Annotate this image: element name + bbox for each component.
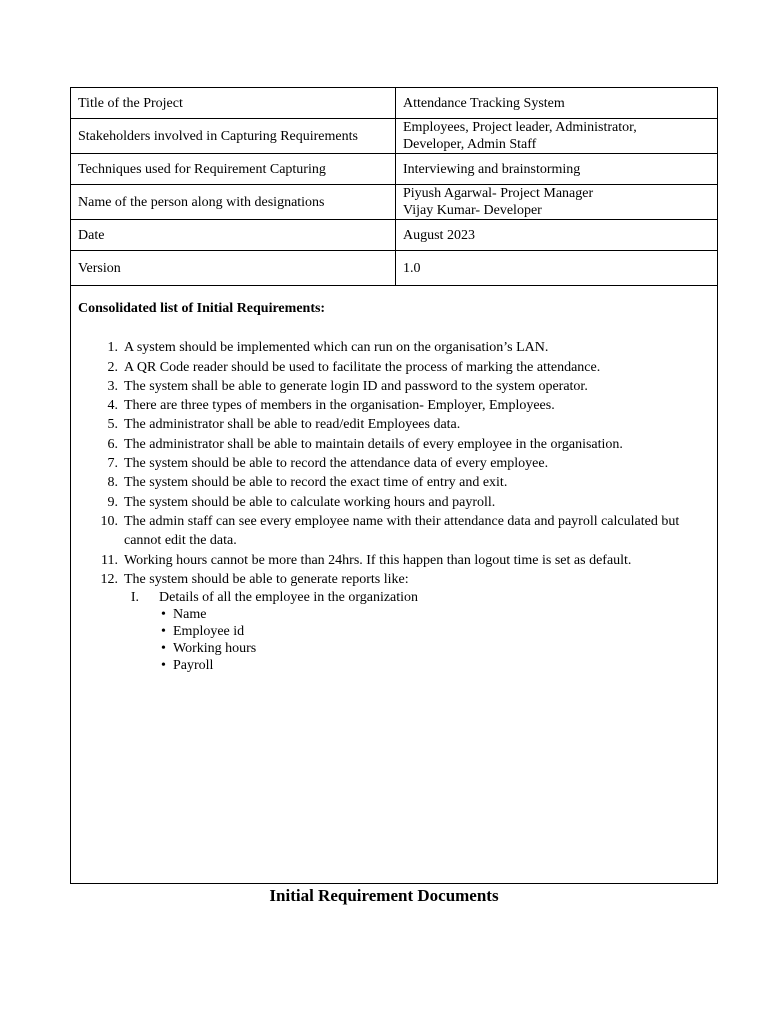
bullet-item — [161, 623, 710, 640]
bullet-icon: • — [161, 624, 166, 640]
list-number: 3. — [107, 378, 118, 394]
list-number: 2. — [107, 359, 118, 375]
table-row-date — [71, 220, 717, 251]
table-value: August 2023 — [396, 220, 718, 251]
list-item — [78, 415, 710, 434]
table-row-stakeholders — [71, 119, 717, 154]
document-caption: Initial Requirement Documents — [269, 886, 499, 905]
bullet-text: Name — [173, 607, 207, 623]
list-number: 5. — [107, 417, 118, 433]
list-text: The administrator shall be able to maintain details of every employee in the organisation. — [124, 436, 623, 452]
list-item — [78, 454, 710, 473]
list-number: 12. — [100, 571, 118, 587]
table-value: 1.0 — [396, 251, 718, 286]
table-row-version — [71, 251, 717, 286]
list-text: The administrator shall be able to read/edit Employees data. — [124, 417, 461, 433]
list-number: 1. — [107, 340, 118, 356]
sub-list-number: I. — [130, 590, 139, 606]
bullet-icon: • — [161, 658, 166, 674]
list-text: A QR Code reader should be used to facilitate the process of marking the attendance. — [124, 359, 601, 375]
list-item — [78, 493, 710, 512]
table-label: Date — [71, 220, 396, 251]
list-text: The system should be able to calculate working hours and payroll. — [124, 494, 496, 510]
table-row-techniques — [71, 154, 717, 185]
table-row-persons — [71, 185, 717, 220]
requirements-list — [78, 338, 710, 589]
list-text: There are three types of members in the organisation- Employer, Employees. — [124, 398, 555, 414]
project-info-table — [71, 88, 717, 286]
bullet-item — [161, 657, 710, 674]
table-value — [396, 119, 718, 154]
table-value-line: Piyush Agarwal- Project Manager — [403, 186, 594, 201]
list-number: 4. — [107, 398, 118, 414]
list-item — [78, 396, 710, 415]
bullet-text: Employee id — [173, 624, 245, 640]
list-text: The system should be able to record the attendance data of every employee. — [124, 456, 549, 472]
requirements-document — [70, 87, 718, 884]
list-number: 11. — [101, 552, 118, 568]
list-number: 6. — [107, 436, 118, 452]
list-text: The admin staff can see every employee name with their attendance data and payroll calculated but cannot edit the data. — [124, 513, 680, 549]
bullet-text: Working hours — [173, 641, 257, 657]
requirements-section — [71, 286, 717, 674]
list-number: 10. — [100, 513, 118, 529]
table-label: Title of the Project — [71, 88, 396, 119]
table-label: Techniques used for Requirement Capturing — [71, 154, 396, 185]
bullet-list — [78, 606, 710, 674]
list-text: Working hours cannot be more than 24hrs. If this happen than logout time is set as default. — [124, 552, 632, 568]
table-label: Name of the person along with designations — [71, 185, 396, 220]
table-value-line: Vijay Kumar- Developer — [403, 203, 542, 218]
list-item — [78, 551, 710, 570]
list-text: The system should be able to record the exact time of entry and exit. — [124, 475, 508, 491]
list-item — [78, 358, 710, 377]
sub-list-text: Details of all the employee in the organization — [159, 590, 419, 606]
section-heading: Consolidated list of Initial Requirements: — [78, 301, 326, 316]
bullet-icon: • — [161, 641, 166, 657]
list-item — [78, 435, 710, 454]
table-label: Stakeholders involved in Capturing Requirements — [71, 119, 396, 154]
list-text: A system should be implemented which can run on the organisation’s LAN. — [124, 340, 549, 356]
table-value — [396, 185, 718, 220]
table-row-title — [71, 88, 717, 119]
list-number: 7. — [107, 456, 118, 472]
list-text: The system shall be able to generate login ID and password to the system operator. — [124, 378, 588, 394]
list-number: 8. — [107, 475, 118, 491]
bullet-text: Payroll — [173, 658, 214, 674]
list-item — [78, 570, 710, 589]
list-item — [78, 473, 710, 492]
bullet-icon: • — [161, 607, 166, 623]
table-value: Attendance Tracking System — [396, 88, 718, 119]
table-value-line: Developer, Admin Staff — [403, 137, 537, 152]
table-value: Interviewing and brainstorming — [396, 154, 718, 185]
table-label: Version — [71, 251, 396, 286]
list-item — [78, 512, 710, 551]
table-value-line: Employees, Project leader, Administrator, — [403, 120, 637, 135]
bullet-item — [161, 640, 710, 657]
list-item — [78, 338, 710, 357]
list-number: 9. — [107, 494, 118, 510]
list-text: The system should be able to generate reports like: — [124, 571, 409, 587]
sub-list-item — [78, 589, 710, 606]
list-item — [78, 377, 710, 396]
bullet-item — [161, 606, 710, 623]
